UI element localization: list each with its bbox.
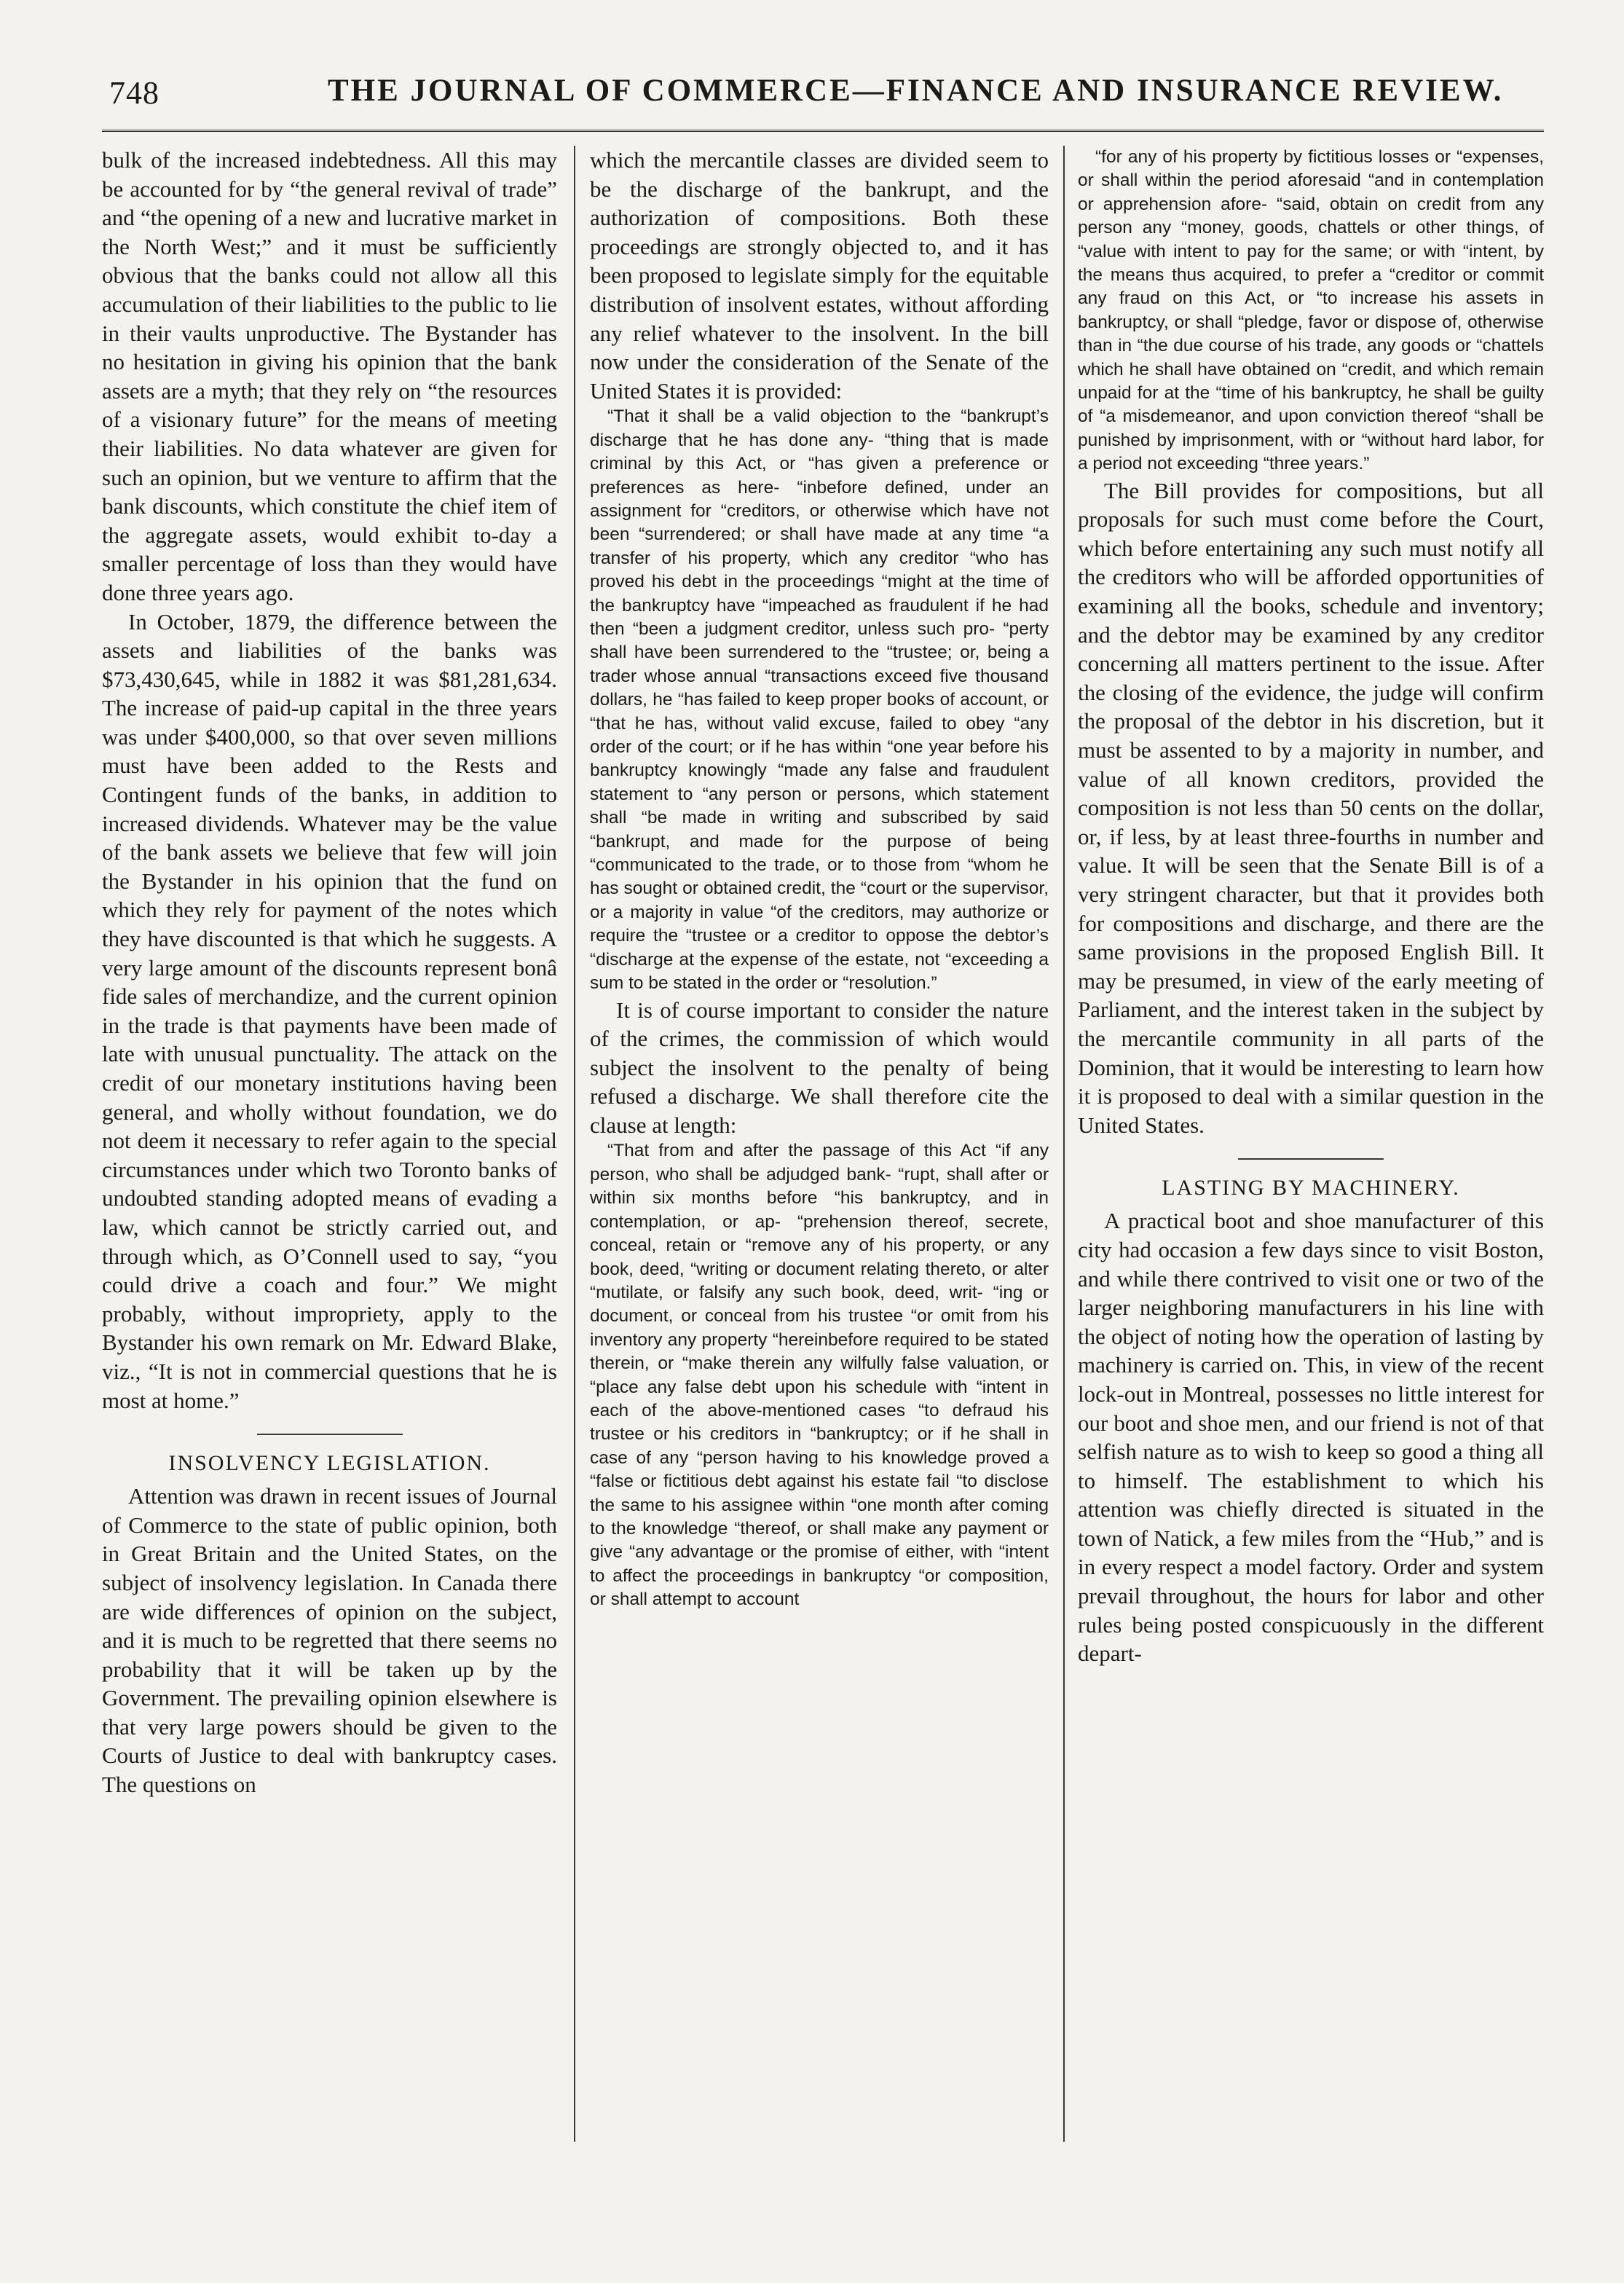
page-number: 748 [109, 75, 159, 111]
quoted-clause: “for any of his property by fictitious losses or “expenses, or shall within the period aforesaid “and in contemplation or apprehension afore- “said, obtain on credit from any person any “money, goods, chattels or other things, of “value with intent to pay for the same; or with “intent, by the means thus acquired, to prefer a “creditor or commit any fraud on this Act, or “to increase his assets in bankruptcy, or shall “pledge, favor or dispose of, otherwise than in “the due course of his trade, any goods or “chattels which he shall have obtained on “credit, and which remain unpaid for at the “time of his bankruptcy, he shall be guilty of “a misdemeanor, and upon conviction thereof “shall be punished by imprisonment, with or “without hard labor, for a period not exceeding “three years.” [1078, 147, 1544, 474]
section-divider [257, 1434, 403, 1435]
section-heading-insolvency: INSOLVENCY LEGISLATION. [168, 1451, 491, 1476]
page-header [109, 70, 1551, 121]
column-divider [1063, 146, 1065, 2142]
column-1 [102, 146, 557, 2207]
column-3 [1078, 146, 1544, 2207]
running-head-title: THE JOURNAL OF COMMERCE—FINANCE AND INSURANCE REVIEW. [328, 74, 1504, 108]
column-divider [574, 146, 575, 2142]
section-divider [1238, 1158, 1384, 1160]
article-paragraph: In October, 1879, the difference between the assets and liabilities of the banks was $73,430,645, while in 1882 it was $81,281,634. The increase of paid-up capital in the three years was under $400,000, so that over seven millions must have been added to the Rests and Contingent funds of the banks, in addition to increased dividends. Whatever may be the value of the bank assets we believe that few will join the Bystander in his opinion that the fund on which they rely for payment of the notes which they have discounted is that which he suggests. A very large amount of the discounts represent bonâ fide sales of merchandize, and the current opinion in the trade is that payments have been made of late with unusual punctuality. The attack on the credit of our monetary institutions having been general, and wholly without foundation, we do not deem it necessary to refer again to the special circumstances under which two Toronto banks of undoubted standing adopted means of evading a law, which cannot be strictly carried out, and through which, as O’Connell used to say, “you could drive a coach and four.” We might probably, without impropriety, apply to the Bystander his own remark on Mr. Edward Blake, viz., “It is not in commercial questions that he is most at home.” [102, 608, 557, 1413]
article-paragraph: A practical boot and shoe manufacturer of this city had occasion a few days since to visit Boston, and while there contrived to visit one or two of the larger neighboring manufacturers in his line with the object of noting how the operation of lasting by machinery is carried on. This, in view of the recent lock-out in Montreal, possesses no little interest for our boot and shoe men, and our friend is not of that selfish nature as to wish to keep so good a thing all to himself. The establishment to which his attention was chiefly directed is situated in the town of Natick, a few miles from the “Hub,” and is in every respect a model factory. Order and system prevail throughout, the hours for labor and other rules being posted conspicuously in the different depart- [1078, 1208, 1544, 1667]
article-paragraph: Attention was drawn in recent issues of Journal of Commerce to the state of public opinion, both in Great Britain and the United States, on the subject of insolvency legislation. In Canada there are wide differences of opinion on the subject, and it is much to be regretted that there seems no probability that it will be taken up by the Government. The prevailing opinion elsewhere is that very large powers should be given to the Courts of Justice to deal with bankruptcy cases. The questions on [102, 1483, 557, 1798]
article-paragraph: It is of course important to consider the nature of the crimes, the commission of which would subject the insolvent to the penalty of being refused a discharge. We shall therefore cite the clause at length: [590, 997, 1049, 1138]
article-paragraph: which the mercantile classes are divided seem to be the discharge of the bankrupt, and the authorization of compositions. Both these proceedings are strongly objected to, and it has been proposed to legislate simply for the equitable distribution of insolvent estates, without affording any relief whatever to the insolvent. In the bill now under the consideration of the Senate of the United States it is provided: [590, 147, 1049, 404]
section-heading-lasting: LASTING BY MACHINERY. [1162, 1176, 1460, 1201]
header-rule [102, 130, 1544, 132]
quoted-clause: “That it shall be a valid objection to the “bankrupt’s discharge that he has done any- “thing that is made criminal by this Act, or “has given a preference or preferences as here- “inbefore defined, under an assignment for “creditors, or otherwise which have not been “surrendered; or shall have made at any time “a transfer of his property, which any creditor “who has proved his debt in the proceedings “might at the time of the bankruptcy have “impeached as fraudulent if he had then “been a judgment creditor, unless such pro- “perty shall have been surrendered to the “trustee; or, being a trader whose annual “transactions exceed five thousand dollars, he “has failed to keep proper books of account, or “that he has, without valid excuse, failed to obey “any order of the court; or if he has within “one year before his bankruptcy knowingly “made any false and fraudulent statement to “any person or persons, which statement shall “be made in writing and subscribed by said “bankrupt, and made for the purpose of being “communicated to the trade, or to those from “whom he has sought or obtained credit, the “court or the supervisor, or a majority in value “of the creditors, may authorize or require the “trustee or a creditor to oppose the debtor’s “discharge at the expense of the estate, not “exceeding a sum to be stated in the order or “resolution.” [590, 406, 1049, 994]
quoted-clause: “That from and after the passage of this Act “if any person, who shall be adjudged bank- “rupt, shall after or within six months before “his bankruptcy, and in contemplation, or ap- “prehension thereof, secrete, conceal, retain or “remove any of his property, or any book, deed, “writing or document relating thereto, or alter “mutilate, or falsify any such book, deed, writ- “ing or document, or conceal from his trustee “or omit from his inventory any property “hereinbefore required to be stated therein, or “make therein any wilfully false valuation, or “place any false debt upon his schedule with “intent in each of the above-mentioned cases “to defraud his trustee or his creditors in “bankruptcy; or if he shall in case of any “person having to his knowledge proved a “false or fictitious debt against his estate fail “to disclose the same to his assignee within “one month after coming to the knowledge “thereof, or shall make any payment or give “any advantage or the promise of either, with “intent to affect the proceedings in bankruptcy “or composition, or shall attempt to account [590, 1141, 1049, 1610]
article-paragraph: The Bill provides for compositions, but all proposals for such must come before the Court, which before entertaining any such must notify all the creditors who will be afforded opportunities of examining all the books, schedule and inventory; and the debtor may be examined by any creditor concerning all matters pertinent to the issue. After the closing of the evidence, the judge will confirm the proposal of the debtor in his discretion, but it must be assented to by a majority in number, and value of all known creditors, provided the composition is not less than 50 cents on the dollar, or, if less, by at least three-fourths in number and value. It will be seen that the Senate Bill is of a very stringent character, but that it provides both for compositions and discharge, and there are the same provisions in the proposed English Bill. It may be presumed, in view of the early meeting of Parliament, and the interest taken in the subject by the mercantile community in all parts of the Dominion, that it would be interesting to learn how it is proposed to deal with a similar question in the United States. [1078, 477, 1544, 1138]
article-paragraph: bulk of the increased indebtedness. All this may be accounted for by “the general revival of trade” and “the opening of a new and lucrative market in the North West;” and it must be sufficiently obvious that the banks could not allow all this accumulation of their liabilities to the public to lie in their vaults unproductive. The Bystander has no hesitation in giving his opinion that the bank assets are a myth; that they rely on “the resources of a visionary future” for the means of meeting their liabilities. No data whatever are given for such an opinion, but we venture to affirm that the bank discounts, which constitute the chief item of the aggregate assets, would exhibit to-day a smaller percentage of loss than they would have done three years ago. [102, 147, 557, 605]
column-2 [590, 146, 1049, 2207]
